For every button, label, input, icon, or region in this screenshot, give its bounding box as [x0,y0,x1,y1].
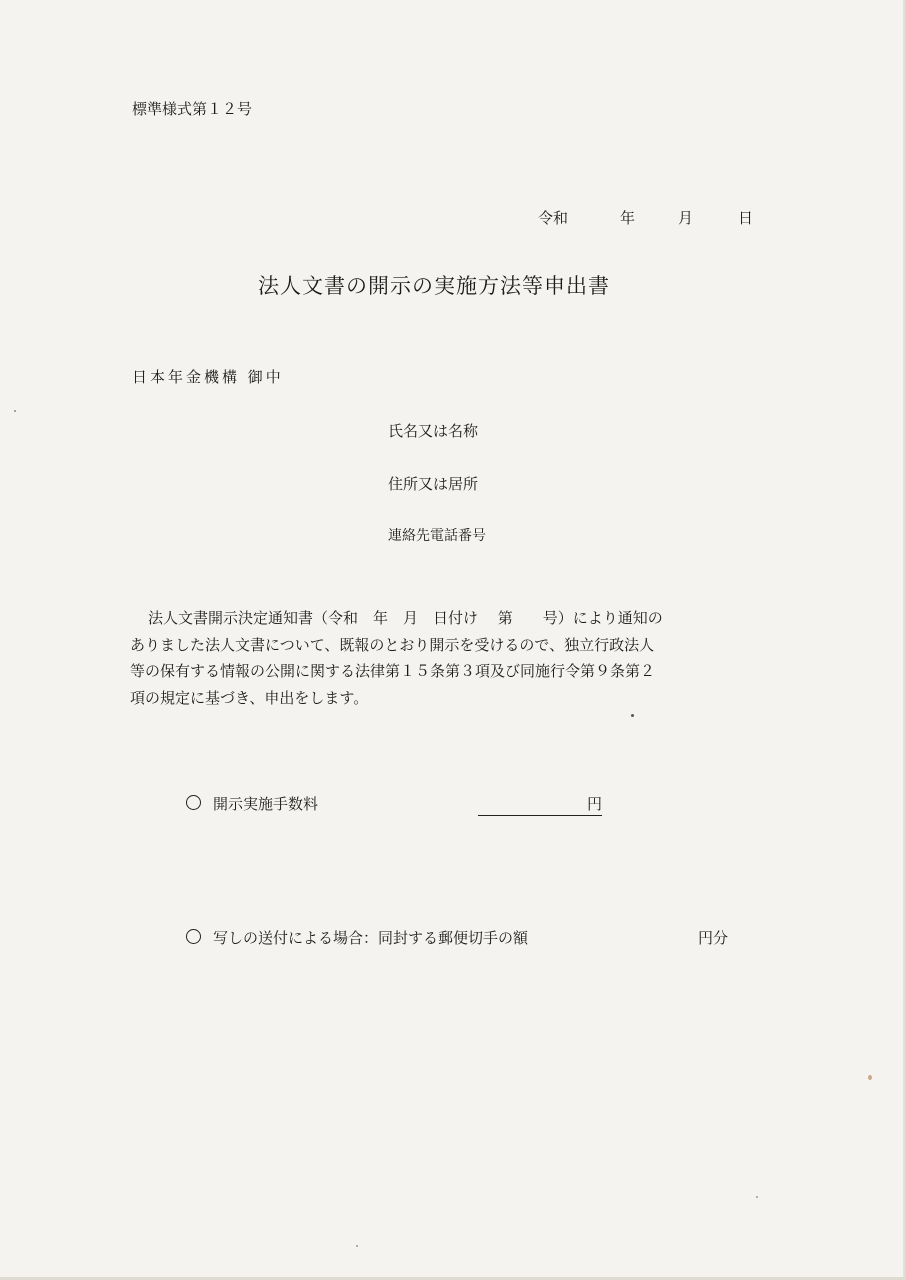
fee-item [186,793,318,814]
applicant-address-label: 住所又は居所 [388,475,479,493]
body-line: 等の保有する情報の公開に関する法律第１５条第３項及び同施行令第９条第２ [130,662,656,680]
circle-bullet-icon [186,929,201,944]
paper-speck [756,1196,758,1198]
body-line: ありました法人文書について、既報のとおり開示を受けるので、独立行政法人 [130,635,655,654]
date-year-label: 年 [620,209,636,227]
paper-speck [631,714,634,717]
applicant-phone-label: 連絡先電話番号 [388,528,486,544]
date-day-label: 日 [738,209,754,227]
body-line: 法人文書開示決定通知書（令和 年 月 日付け 第 号）により通知の [148,609,663,627]
form-number: 標準様式第１２号 [132,100,253,118]
postage-item [186,927,528,948]
circle-bullet-icon [186,795,201,810]
postage-unit: 円分 [698,929,729,947]
paper-speck [356,1245,358,1247]
addressee: 日本年金機構 御中 [132,368,284,386]
fee-unit: 円 [586,795,602,813]
date-line [538,207,753,228]
applicant-name-label: 氏名又は名称 [388,422,479,440]
date-month-label: 月 [678,209,694,227]
postage-label: 写しの送付による場合：同封する郵便切手の額 [213,929,529,947]
fee-label: 開示実施手数料 [213,795,319,813]
body-line: 項の規定に基づき、申出をします。 [130,688,369,707]
paper-speck [868,1075,872,1080]
document-title: 法人文書の開示の実施方法等申出書 [258,274,610,298]
paper-speck [14,410,16,412]
fee-amount-blank [478,793,602,816]
body-paragraph [130,605,770,711]
date-era: 令和 [538,209,569,227]
